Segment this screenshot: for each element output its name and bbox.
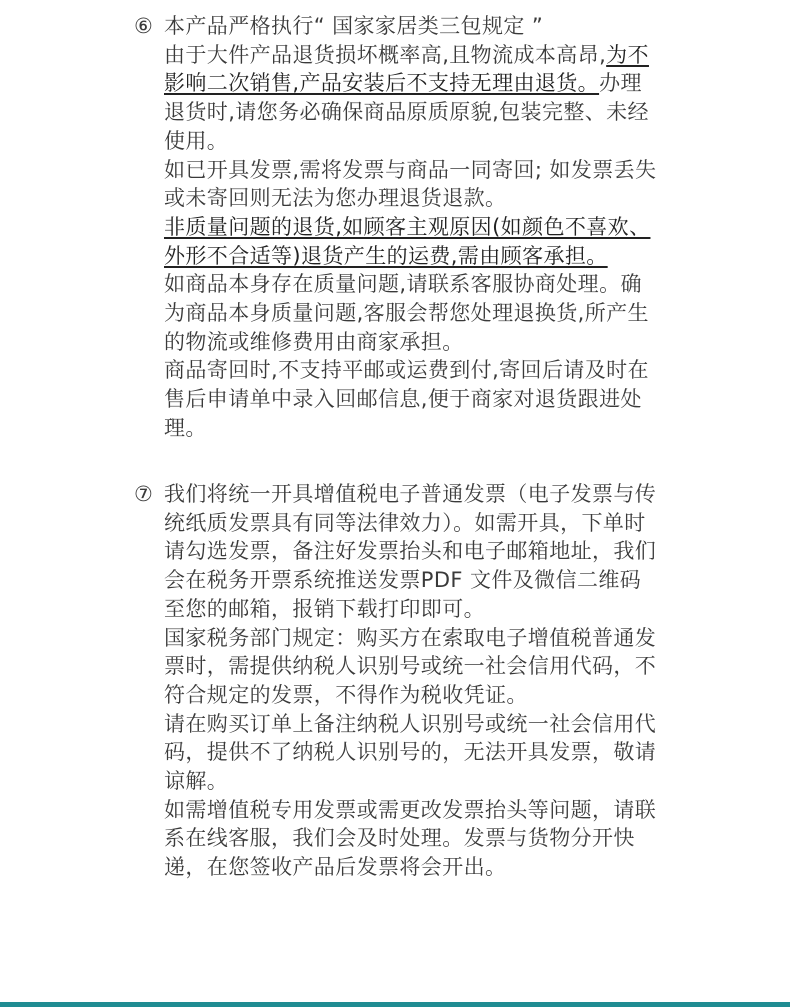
section-6-paragraph-3 (164, 213, 662, 270)
section-6-marker: ⑥ (134, 14, 153, 38)
section-7-paragraph-4: 如需增值税专用发票或需更改发票抬头等问题，请联系在线客服，我们会及时处理。发票与货物分开快递，在您签收产品后发票将会开出。 (164, 797, 657, 880)
section-6-body (164, 12, 662, 443)
section-6-p3-underline: 非质量问题的退货,如顾客主观原因(如颜色不喜欢、外形不合适等)退货产生的运费,需由顾客承担。 (164, 214, 651, 268)
section-7-marker: ⑦ (134, 482, 153, 506)
section-7-paragraph-1: 我们将统一开具增值税电子普通发票（电子发票与传统纸质发票具有同等法律效力）。如需开具，下单时请勾选发票，备注好发票抬头和电子邮箱地址，我们会在税务开票系统推送发票PDF 文件及微信二维码至您的邮箱，报销下载打印即可。 (164, 482, 657, 621)
section-7-paragraph-3: 请在购买订单上备注纳税人识别号或统一社会信用代码，提供不了纳税人识别号的，无法开具发票，敬请谅解。 (164, 711, 657, 794)
bottom-divider (0, 1002, 790, 1007)
section-6-p1-plain-b: 办理退货时,请您务必确保商品原质原貌,包装完整、未经使用。 (164, 71, 649, 153)
section-6-p1-underline: 为不影响二次销售,产品安装后不支持无理由退货。 (164, 42, 649, 96)
section-6-paragraph-4: 如商品本身存在质量问题,请联系客服协商处理。确为商品本身质量问题,客服会帮您处理退换货,所产生的物流或维修费用由商家承担。 (164, 272, 649, 354)
section-6-paragraph-2: 如已开具发票,需将发票与商品一同寄回; 如发票丢失或未寄回则无法为您办理退货退款。 (164, 157, 657, 211)
section-6-p1-plain-a: 由于大件产品退货损坏概率高,且物流成本高昂, (164, 42, 607, 67)
section-6-paragraph-1 (164, 41, 662, 156)
section-6-paragraph-5: 商品寄回时,不支持平邮或运费到付,寄回后请及时在售后申请单中录入回邮信息,便于商家对退货跟进处理。 (164, 358, 649, 440)
section-6-title: 本产品严格执行“ 国家家居类三包规定 ” (164, 14, 544, 38)
section-7-paragraph-2: 国家税务部门规定：购买方在索取电子增值税普通发票时，需提供纳税人识别号或统一社会信用代码，不符合规定的发票，不得作为税收凭证。 (164, 625, 657, 707)
section-7-body (164, 480, 662, 882)
